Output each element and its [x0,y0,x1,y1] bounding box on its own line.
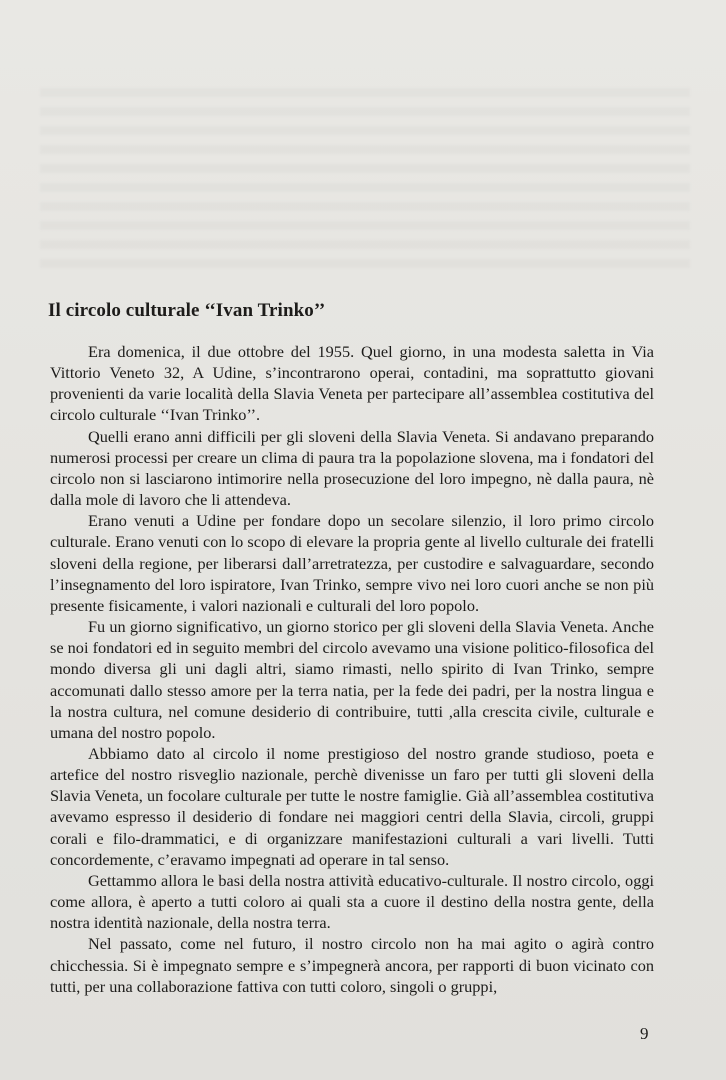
paragraph: Erano venuti a Udine per fondare dopo un secolare silenzio, il loro primo circolo culturale. Erano venuti con lo scopo di elevare la propria gente al livello culturale dei fratelli sloveni della regione, per liberarsi dall’arretratezza, per custodire e salvaguardare, secondo l’insegnamento del loro ispiratore, Ivan Trinko, sempre vivo nei loro cuori anche se non più presente fisicamente, i valori nazionali e culturali del loro popolo. [50,511,654,615]
page-number: 9 [640,1024,649,1043]
paragraph: Era domenica, il due ottobre del 1955. Quel giorno, in una modesta saletta in Via Vittorio Veneto 32, A Udine, s’incontrarono operai, contadini, ma soprattutto giovani provenienti da varie località della Slavia Veneta per partecipare all’assemblea costitutiva del circolo culturale ‘‘Ivan Trinko’’. [50,342,654,425]
paragraph: Quelli erano anni difficili per gli sloveni della Slavia Veneta. Si andavano preparando numerosi processi per creare un clima di paura tra la popolazione slovena, ma i fondatori del circolo non si lasciarono intimorire nella prosecuzione del loro impegno, nè dalla paura, nè dalla mole di lavoro che li attendeva. [50,426,654,510]
page-title: Il circolo culturale ‘‘Ivan Trinko’’ [48,300,326,321]
paragraph: Gettammo allora le basi della nostra attività educativo-culturale. Il nostro circolo, oggi come allora, è aperto a tutti coloro ai quali sta a cuore il destino della nostra gente, della nostra identità nazionale, della nostra terra. [50,870,654,933]
paragraph: Fu un giorno significativo, un giorno storico per gli sloveni della Slavia Veneta. Anche se noi fondatori ed in seguito membri del circolo avevamo una visione politico-filosofica del mondo diversa gli uni dagli altri, siamo rimasti, nello spirito di Ivan Trinko, sempre accomunati dallo stesso amore per la terra natia, per la fede dei padri, per la nostra lingua e la nostra cultura, nel comune desiderio di contribuire, tutti ,alla crescita civile, culturale e umana del nostro popolo. [50,617,654,742]
paragraph: Abbiamo dato al circolo il nome prestigioso del nostro grande studioso, poeta e artefice del nostro risveglio nazionale, perchè divenisse un faro per tutti gli sloveni della Slavia Veneta, un focolare culturale per tutte le nostre famiglie. Già all’assemblea costitutiva avevamo espresso il desiderio di fondare nei maggiori centri della Slavia, circoli, gruppi corali e filo-drammatici, e di organizzare manifestazioni culturali a vari livelli. Tutti concordemente, c’eravamo impegnati ad operare in tal senso. [50,743,654,869]
body-text [50,341,654,997]
bleed-through-text [40,88,690,278]
paragraph: Nel passato, come nel futuro, il nostro circolo non ha mai agito o agirà contro chicchessia. Si è impegnato sempre e s’impegnerà ancora, per rapporti di buon vicinato con tutti, per una collaborazione fattiva con tutti coloro, singoli o gruppi, [50,934,654,996]
